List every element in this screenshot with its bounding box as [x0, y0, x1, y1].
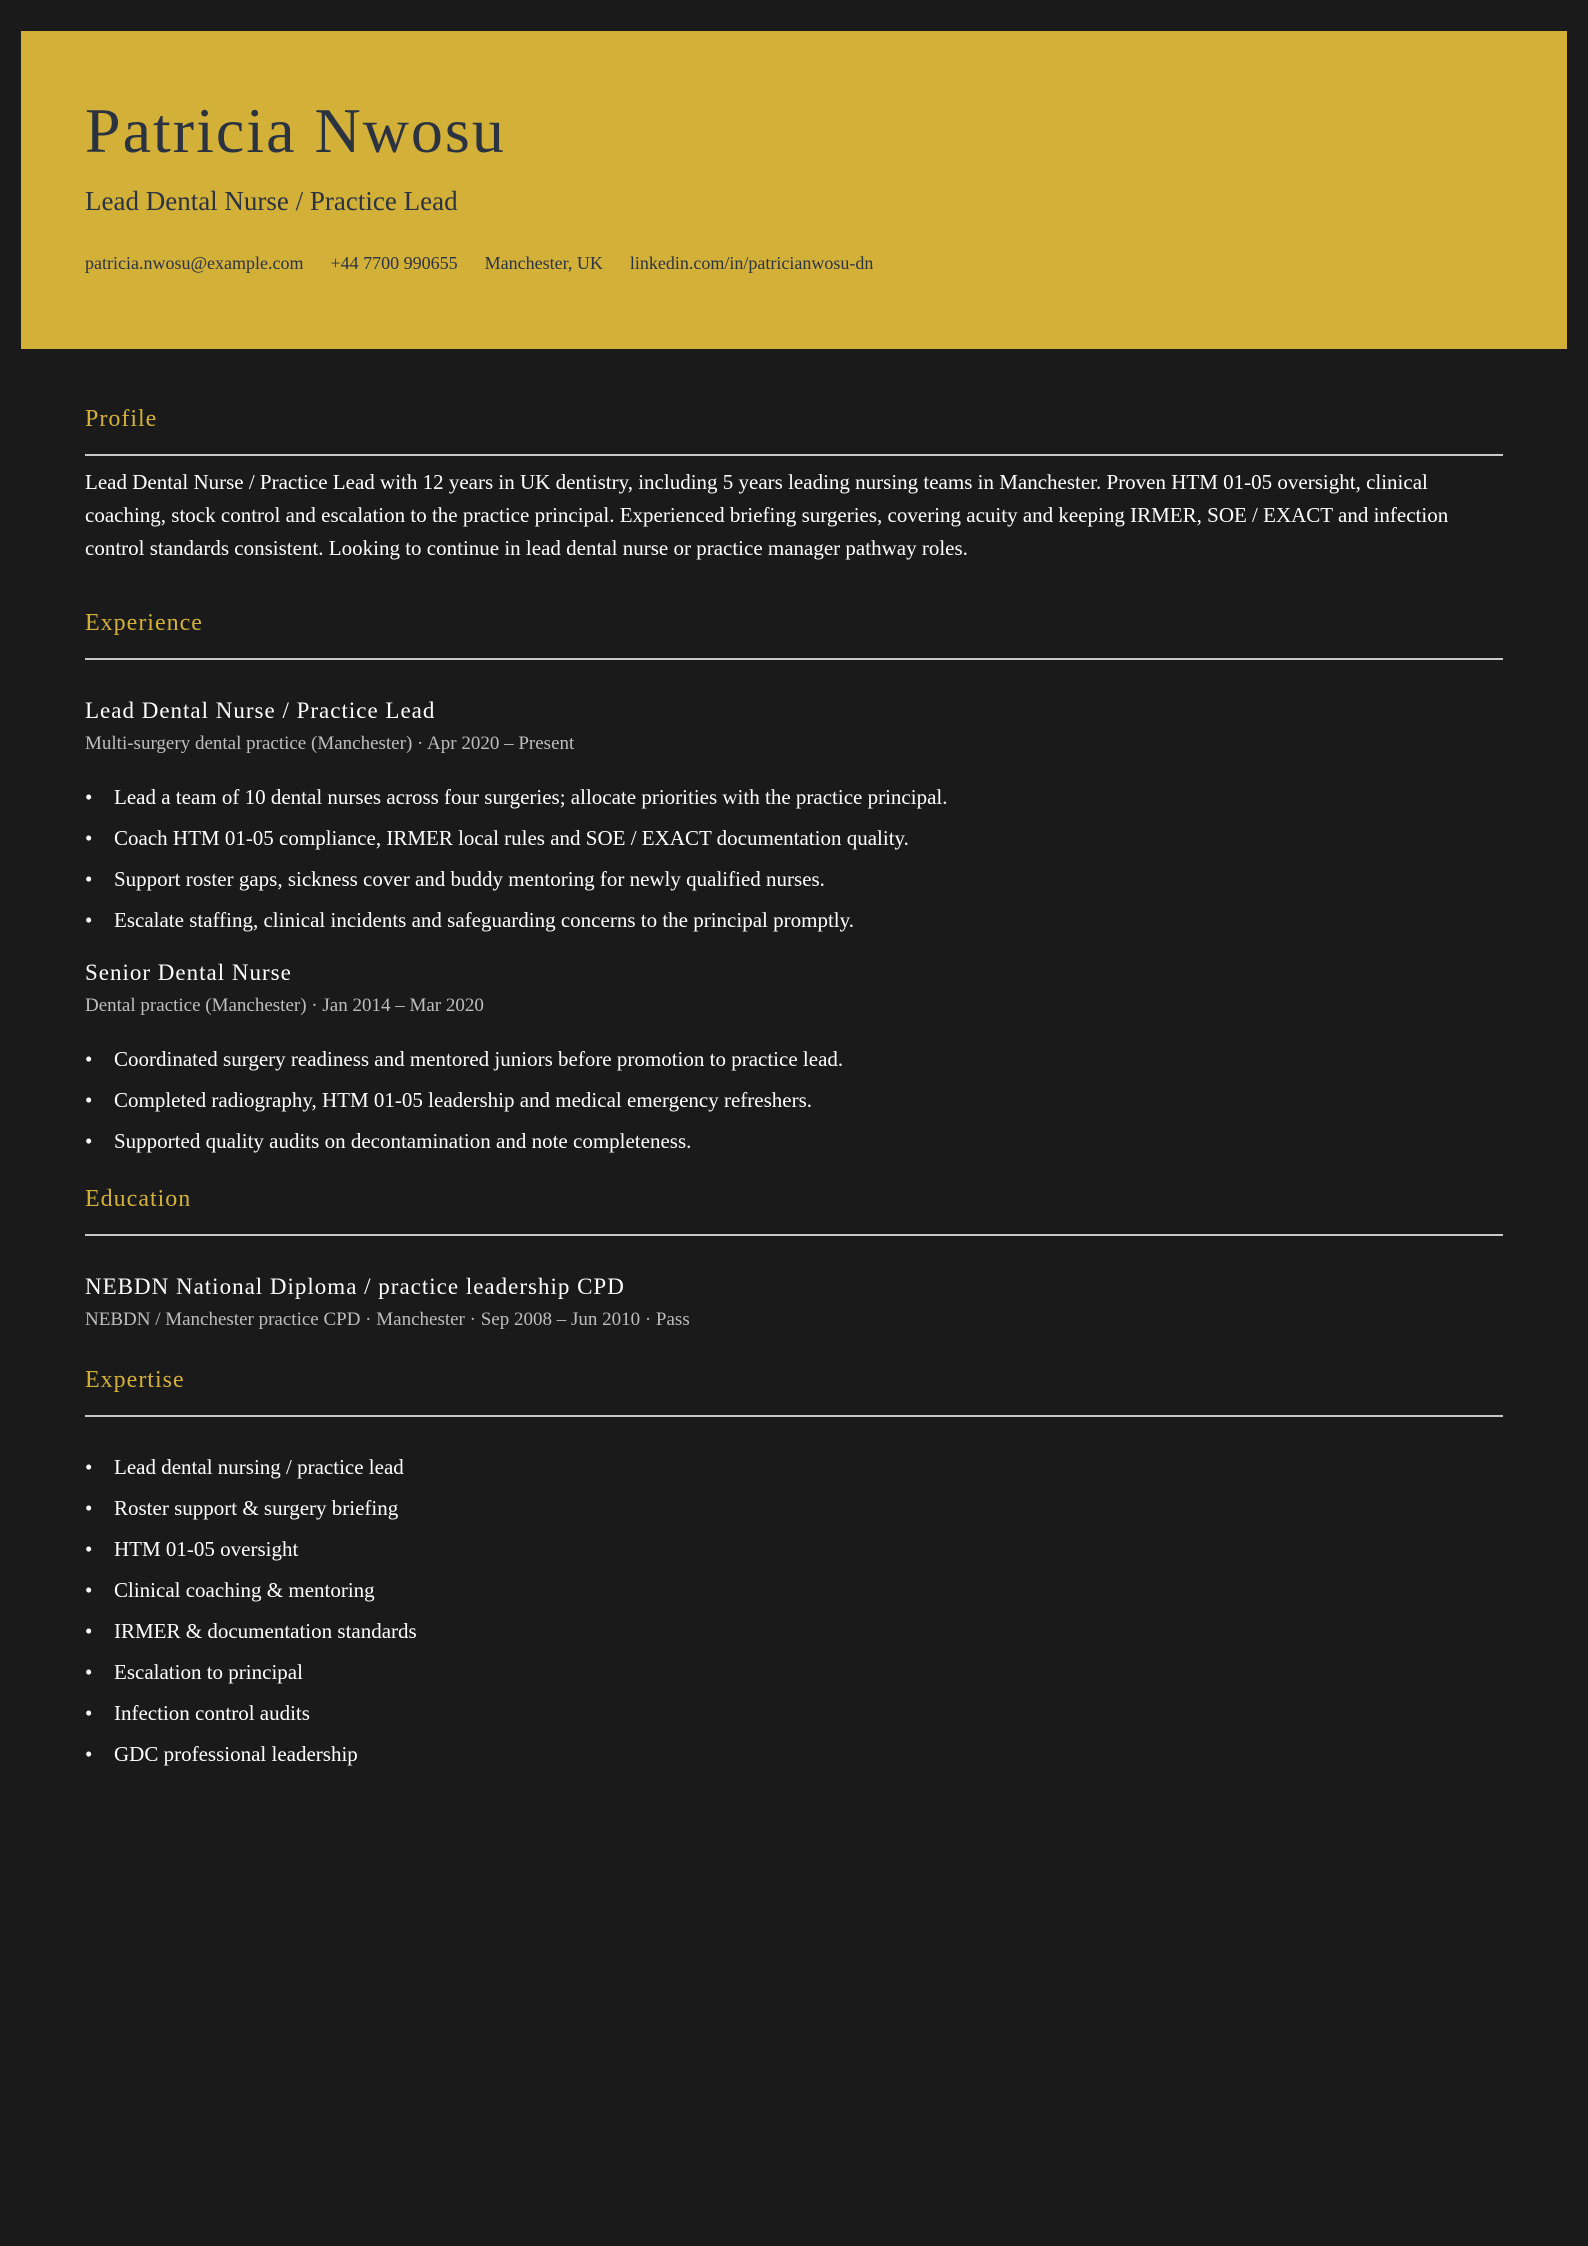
section-divider — [85, 1415, 1503, 1417]
job-meta: Multi-surgery dental practice (Manchester) · Apr 2020 – Present — [85, 733, 575, 754]
bullet-icon: • — [85, 1537, 93, 1561]
header-band — [21, 31, 1567, 349]
list-item: • Infection control audits — [85, 1693, 417, 1734]
bullet-icon: • — [85, 1701, 93, 1725]
list-item: • IRMER & documentation standards — [85, 1611, 417, 1652]
job-bullet-list — [85, 777, 947, 941]
list-item: • Roster support & surgery briefing — [85, 1488, 417, 1529]
bullet-icon: • — [85, 1619, 93, 1643]
list-item: • HTM 01-05 oversight — [85, 1529, 417, 1570]
job-bullet-list — [85, 1039, 843, 1162]
candidate-role: Lead Dental Nurse / Practice Lead — [85, 186, 458, 216]
contact-list — [85, 253, 873, 274]
contact-location: Manchester, UK — [484, 253, 603, 273]
bullet-icon: • — [85, 1088, 93, 1112]
bullet-icon: • — [85, 908, 93, 932]
bullet-icon: • — [85, 785, 93, 809]
list-item: • GDC professional leadership — [85, 1734, 417, 1775]
bullet-icon: • — [85, 1129, 93, 1153]
section-title-education: Education — [85, 1186, 192, 1212]
bullet-icon: • — [85, 1660, 93, 1684]
bullet-icon: • — [85, 1578, 93, 1602]
bullet-icon: • — [85, 826, 93, 850]
job-meta: Dental practice (Manchester) · Jan 2014 – Mar 2020 — [85, 995, 484, 1016]
section-divider — [85, 658, 1503, 660]
contact-linkedin[interactable]: linkedin.com/in/patricianwosu-dn — [629, 253, 874, 273]
candidate-name: Patricia Nwosu — [85, 95, 506, 166]
list-item: • Completed radiography, HTM 01-05 leadership and medical emergency refreshers. — [85, 1080, 843, 1121]
bullet-icon: • — [85, 1496, 93, 1520]
list-item: • Escalation to principal — [85, 1652, 417, 1693]
section-title-experience: Experience — [85, 610, 203, 636]
list-item: • Supported quality audits on decontamination and note completeness. — [85, 1121, 843, 1162]
section-divider — [85, 1234, 1503, 1236]
list-item: • Support roster gaps, sickness cover and buddy mentoring for newly qualified nurses. — [85, 859, 947, 900]
education-meta: NEBDN / Manchester practice CPD · Manchester · Sep 2008 – Jun 2010 · Pass — [85, 1309, 690, 1330]
bullet-icon: • — [85, 1047, 93, 1071]
list-item: • Coach HTM 01-05 compliance, IRMER local rules and SOE / EXACT documentation quality. — [85, 818, 947, 859]
list-item: • Lead dental nursing / practice lead — [85, 1447, 417, 1488]
contact-email[interactable]: patricia.nwosu@example.com — [85, 253, 304, 273]
bullet-icon: • — [85, 1455, 93, 1479]
job-title: Lead Dental Nurse / Practice Lead — [85, 698, 436, 723]
bullet-icon: • — [85, 1742, 93, 1766]
list-item: • Clinical coaching & mentoring — [85, 1570, 417, 1611]
section-divider — [85, 454, 1503, 456]
section-title-expertise: Expertise — [85, 1367, 185, 1393]
contact-phone[interactable]: +44 7700 990655 — [330, 253, 458, 273]
section-title-profile: Profile — [85, 406, 158, 432]
education-title: NEBDN National Diploma / practice leadership CPD — [85, 1274, 625, 1299]
list-item: • Lead a team of 10 dental nurses across four surgeries; allocate priorities with the practice principal. — [85, 777, 947, 818]
bullet-icon: • — [85, 867, 93, 891]
expertise-list — [85, 1447, 417, 1775]
profile-summary: Lead Dental Nurse / Practice Lead with 12 years in UK dentistry, including 5 years leading nursing teams in Manchester. Proven HTM 01-05 oversight, clinical coaching, stock control and escalation to the practice principal. Experienced briefing surgeries, covering acuity and keeping IRMER, SOE / EXACT and infection control standards consistent. Looking to continue in lead dental nurse or practice manager pathway roles. — [85, 470, 1449, 560]
list-item: • Coordinated surgery readiness and mentored juniors before promotion to practice lead. — [85, 1039, 843, 1080]
list-item: • Escalate staffing, clinical incidents and safeguarding concerns to the principal promptly. — [85, 900, 947, 941]
job-title: Senior Dental Nurse — [85, 960, 292, 985]
